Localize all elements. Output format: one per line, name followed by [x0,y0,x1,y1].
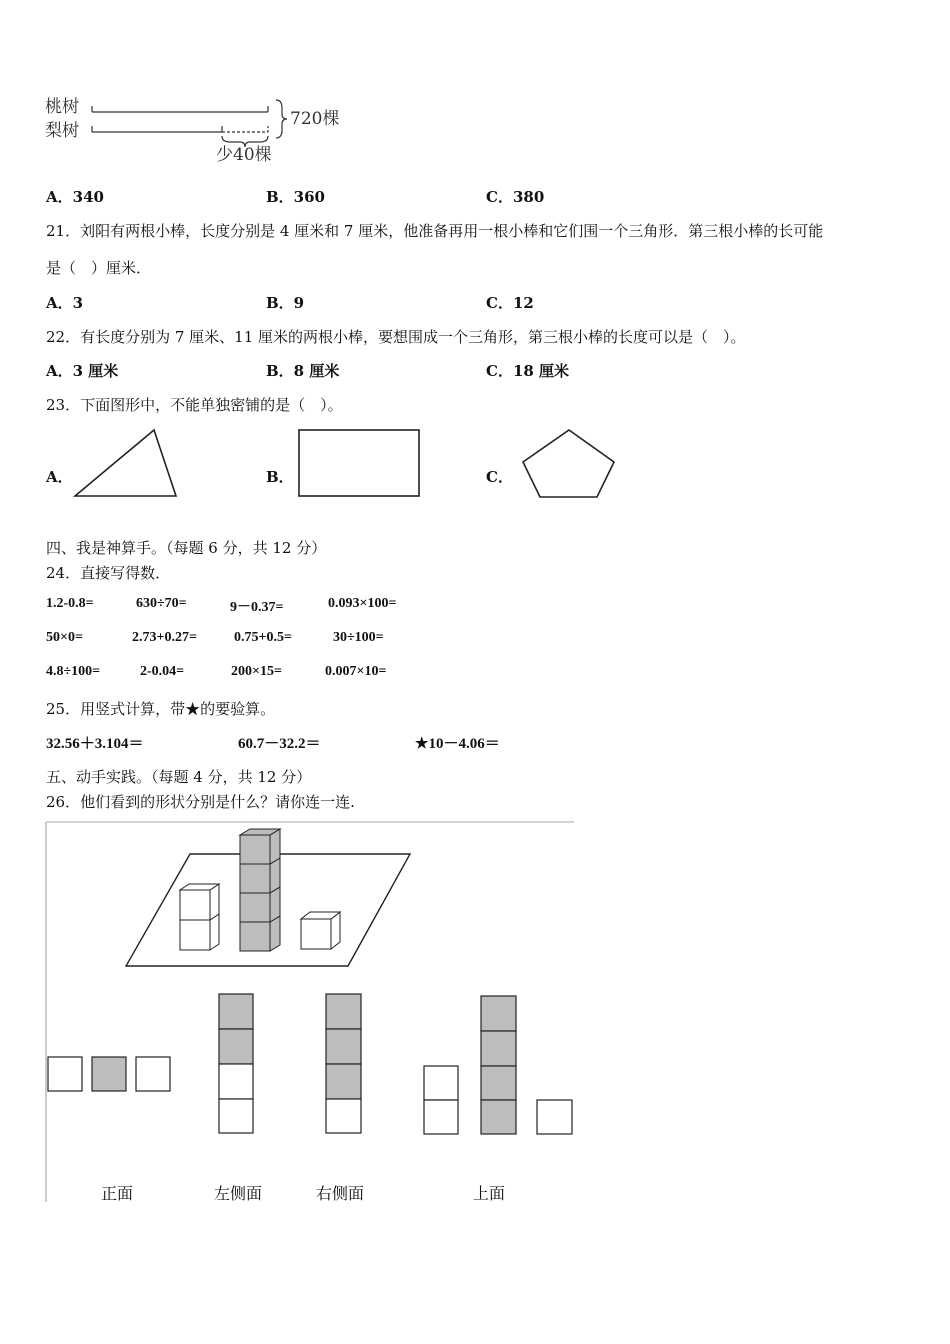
pear-label: 梨树 [45,121,79,141]
q24-question: 24．直接写得数． [46,564,171,582]
calc-item: 1.2-0.8= [46,596,94,611]
pentagon-shape [520,428,618,500]
calc-item: 2-0.04= [140,664,185,679]
q21-question-line2: 是（ ）厘米． [46,259,152,277]
view-top [424,996,572,1134]
diff-label: 少40棵 [216,145,272,165]
total-label: 720棵 [290,109,340,129]
section4-title: 四、我是神算手。（每题 6 分，共 12 分） [46,539,327,557]
view-right-side [326,994,361,1133]
q23-option-b[interactable]: B． [266,468,294,486]
q23-option-a[interactable]: A． [46,468,73,486]
calc-item: 0.007×10= [325,664,387,679]
q26-question: 26．他们看到的形状分别是什么？请你连一连. [46,793,355,811]
q22-option-a[interactable]: A．3 厘米 [46,362,119,380]
label-front: 正面 [101,1184,134,1203]
q22-option-b[interactable]: B．8 厘米 [266,362,340,380]
pear-bar [92,126,268,132]
q20-option-c[interactable]: C．380 [486,188,545,206]
calc-item: 0.75+0.5= [234,630,292,645]
q25-question: 25．用竖式计算，带★的要验算。 [46,700,276,718]
calc-item: 4.8÷100= [46,664,101,679]
rectangle-shape [298,429,422,499]
q21-option-a[interactable]: A．3 [46,294,84,312]
calc-item: 30÷100= [333,630,384,645]
q22-question: 22．有长度分别为 7 厘米、11 厘米的两根小棒，要想围成一个三角形，第三根小棒的长度可以是（ ）。 [46,328,746,346]
q23-option-c[interactable]: C． [486,468,513,486]
q20-option-a[interactable]: A．340 [46,188,104,206]
section5-title: 五、动手实践。（每题 4 分，共 12 分） [46,768,312,786]
calc-item: 630÷70= [136,596,187,611]
vertical-calc-item: 60.7－32.2＝ [238,736,321,752]
q23-question: 23．下面图形中，不能单独密铺的是（ ）。 [46,396,343,414]
view-front [48,1057,170,1091]
q21-option-b[interactable]: B．9 [266,294,305,312]
label-top: 上面 [473,1184,506,1203]
cube-stack-left [180,884,219,950]
calc-item: 2.73+0.27= [132,630,197,645]
vertical-calc-item: ★10－4.06＝ [415,736,500,752]
peach-bar [92,106,268,112]
calc-item: 9－0.37= [230,600,284,615]
cube-stack-middle [240,829,280,951]
q20-option-b[interactable]: B．360 [266,188,325,206]
q22-option-c[interactable]: C．18 厘米 [486,362,570,380]
q21-option-c[interactable]: C．12 [486,294,534,312]
q20-tree-diagram [40,92,360,172]
view-left-side [219,994,253,1133]
vertical-calc-item: 32.56＋3.104＝ [46,736,144,752]
calc-item: 200×15= [231,664,282,679]
peach-label: 桃树 [45,97,79,117]
q21-question-line1: 21．刘阳有两根小棒，长度分别是 4 厘米和 7 厘米，他准备再用一根小棒和它们围一个三角形．第三根小棒的长可能 [46,222,824,240]
calc-item: 0.093×100= [328,596,397,611]
triangle-shape [72,428,182,500]
cube-stack-right [301,912,340,949]
total-brace [276,100,287,138]
q26-figure [44,818,576,1208]
calc-item: 50×0= [46,630,83,645]
label-left-side: 左侧面 [214,1184,263,1203]
label-right-side: 右侧面 [316,1184,365,1203]
